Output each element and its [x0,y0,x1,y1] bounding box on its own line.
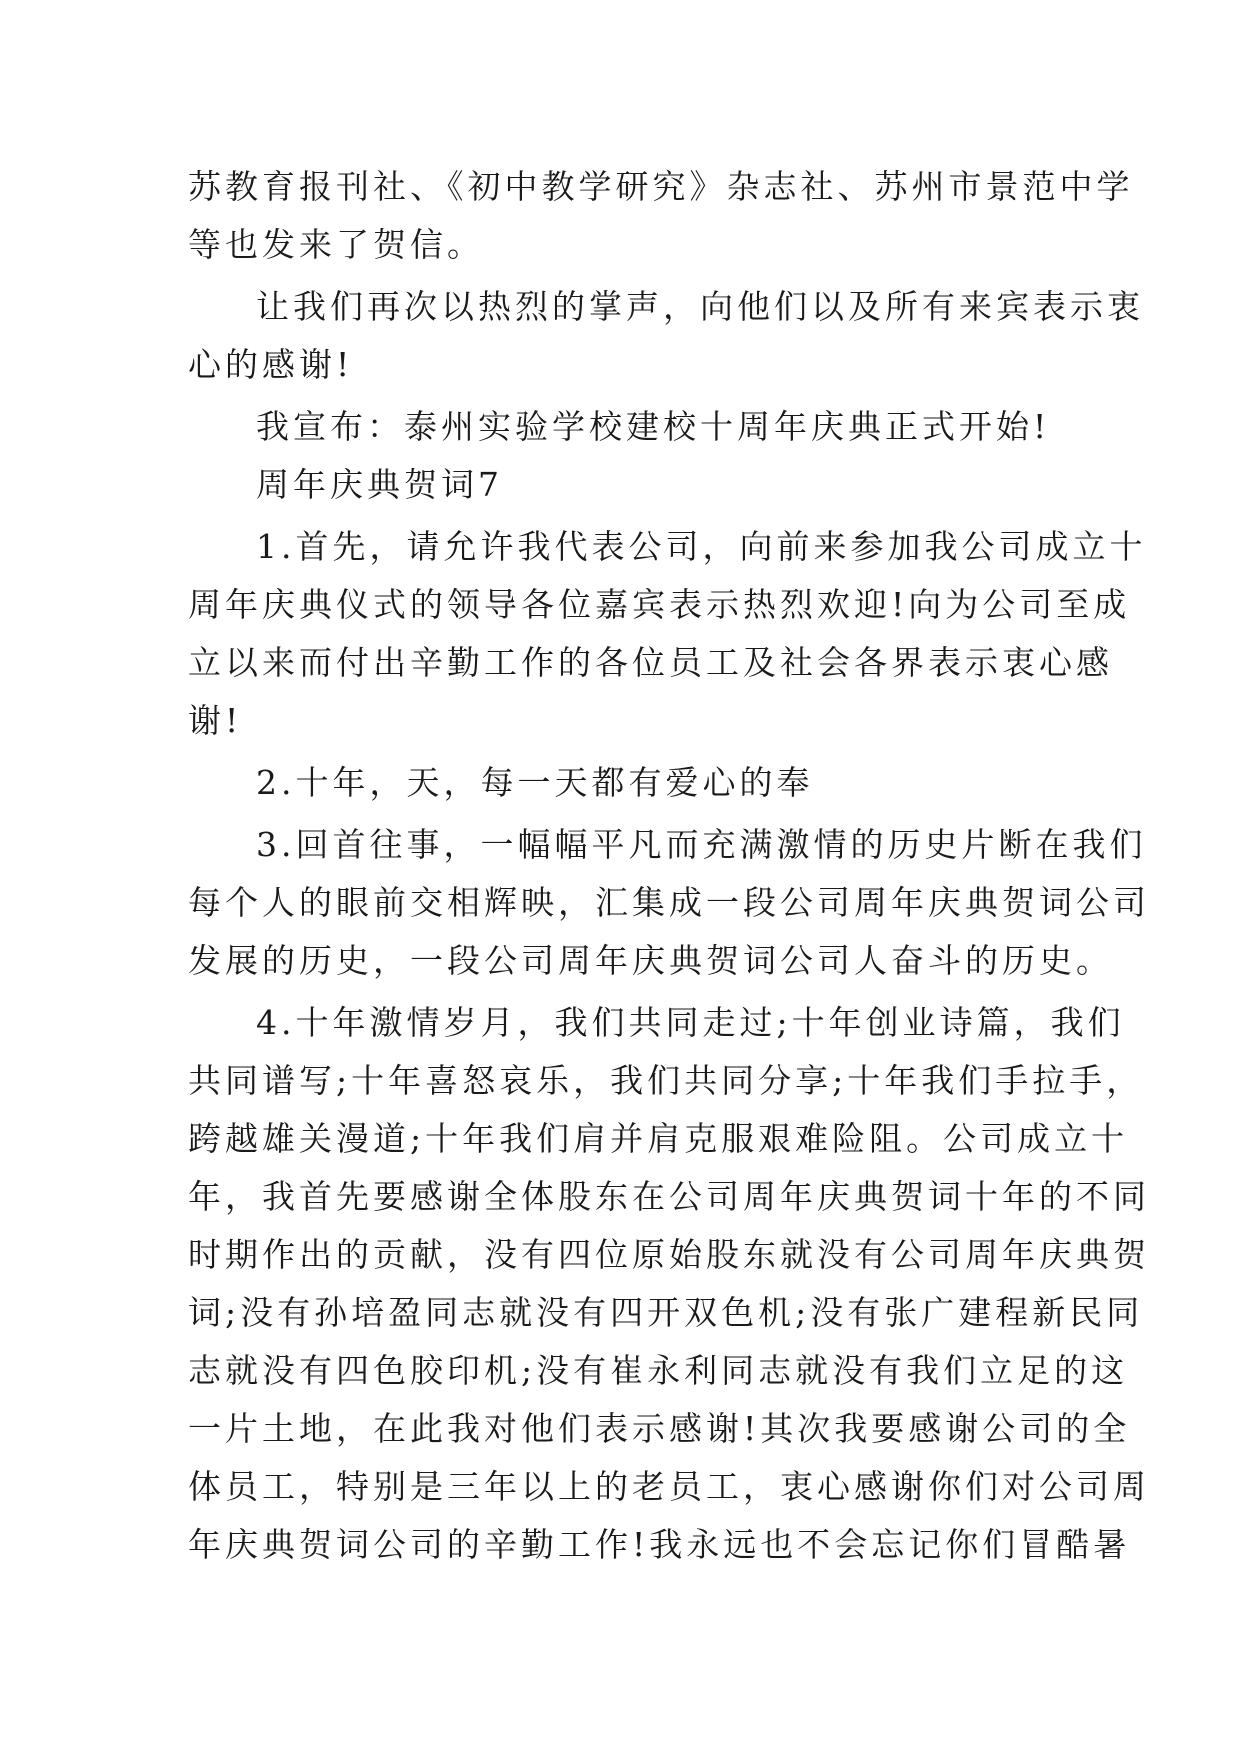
text-line: 时期作出的贡献，没有四位原始股东就没有公司周年庆典贺 [188,1235,1150,1274]
text-line: 年，我首先要感谢全体股东在公司周年庆典贺词十年的不同 [188,1177,1150,1216]
text-line: 心的感谢! [188,345,354,384]
text-line: 1.首先，请允许我代表公司，向前来参加我公司成立十 [256,527,1147,566]
text-line: 3.回首往事，一幅幅平凡而充满激情的历史片断在我们 [256,825,1147,864]
text-line: 等也发来了贺信。 [188,225,484,264]
text-line: 让我们再次以热烈的掌声，向他们以及所有来宾表示衷 [256,287,1144,326]
text-line: 周年庆典仪式的领导各位嘉宾表示热烈欢迎!向为公司至成 [188,585,1131,624]
text-line: 词;没有孙培盈同志就没有四开双色机;没有张广建程新民同 [188,1293,1144,1332]
text-line: 2.十年，天，每一天都有爱心的奉 [256,763,814,802]
text-line: 志就没有四色胶印机;没有崔永利同志就没有我们立足的这 [188,1351,1129,1390]
text-line: 谢! [188,701,243,740]
text-line: 立以来而付出辛勤工作的各位员工及社会各界表示衷心感 [188,643,1113,682]
text-line: 我宣布：泰州实验学校建校十周年庆典正式开始! [256,407,1051,446]
document-body [188,158,1150,1574]
text-line: 苏教育报刊社、《初中教学研究》杂志社、苏州市景范中学 [188,167,1134,206]
section-heading: 周年庆典贺词7 [256,465,503,504]
text-line: 4.十年激情岁月，我们共同走过;十年创业诗篇，我们 [256,1003,1125,1042]
text-line: 跨越雄关漫道;十年我们肩并肩克服艰难险阻。公司成立十 [188,1119,1129,1158]
text-line: 发展的历史，一段公司周年庆典贺词公司人奋斗的历史。 [188,941,1113,980]
text-line: 年庆典贺词公司的辛勤工作!我永远也不会忘记你们冒酷暑 [188,1525,1131,1564]
text-line: 一片土地，在此我对他们表示感谢!其次我要感谢公司的全 [188,1409,1131,1448]
text-line: 体员工，特别是三年以上的老员工，衷心感谢你们对公司周 [188,1467,1150,1506]
text-line: 每个人的眼前交相辉映，汇集成一段公司周年庆典贺词公司 [188,883,1150,922]
text-line: 共同谱写;十年喜怒哀乐，我们共同分享;十年我们手拉手， [188,1061,1144,1100]
